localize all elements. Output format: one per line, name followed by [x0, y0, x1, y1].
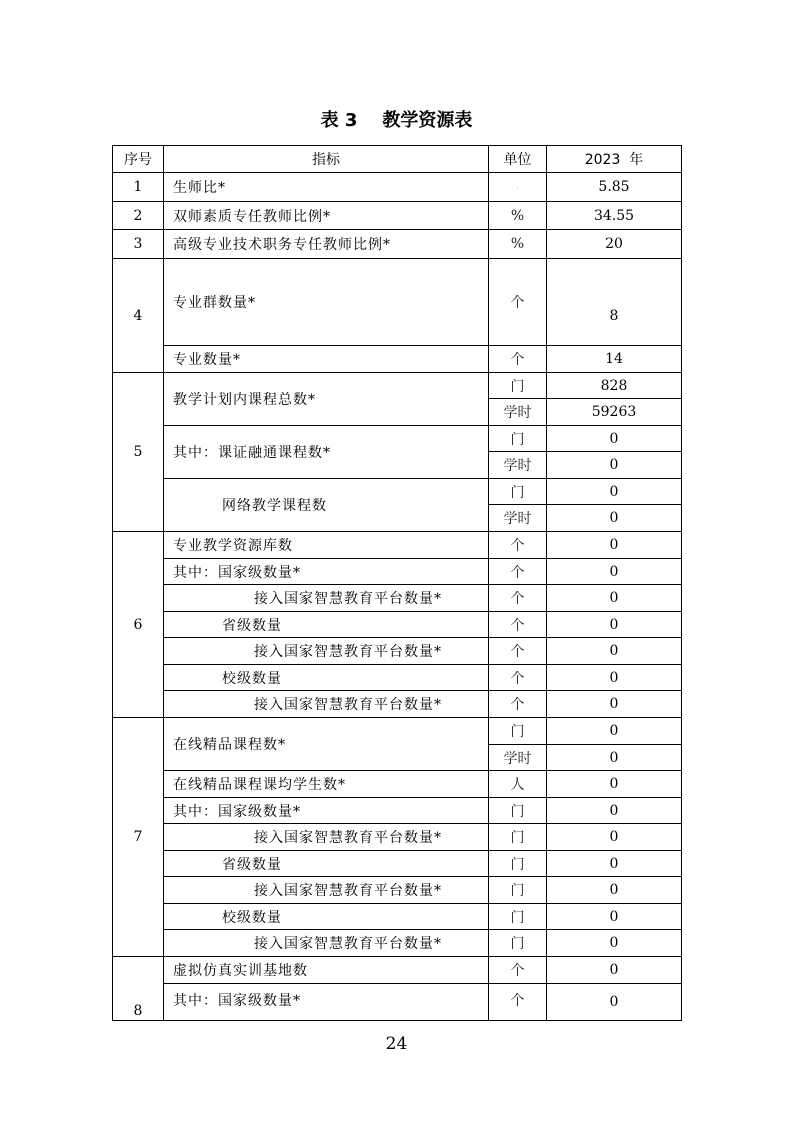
value-cell: 0 — [547, 745, 682, 771]
value-cell: 828 — [547, 373, 682, 399]
unit-cell: 个 — [489, 585, 547, 612]
value-cell: 0 — [547, 798, 682, 824]
table-row — [113, 771, 682, 798]
unit-cell: 门 — [489, 824, 547, 851]
header-unit: 单位 — [489, 146, 547, 173]
value-cell: 0 — [547, 957, 682, 984]
unit-cell: 个 — [489, 559, 547, 585]
value-cell: 20 — [547, 230, 682, 259]
unit-cell: 个 — [489, 957, 547, 984]
unit-cell: 门 — [489, 798, 547, 824]
value-cell: 0 — [547, 665, 682, 691]
unit-cell: 门 — [489, 930, 547, 957]
indicator-cell: 网络教学课程数 — [164, 479, 489, 532]
indicator-cell: 接入国家智慧教育平台数量* — [164, 638, 489, 665]
unit-cell: 门 — [489, 718, 547, 745]
value-cell: 34.55 — [547, 202, 682, 230]
indicator-cell: 专业群数量* — [164, 259, 489, 346]
table-row — [113, 718, 682, 745]
table-row — [113, 532, 682, 559]
value-cell: 0 — [547, 771, 682, 798]
value-cell: 0 — [547, 505, 682, 532]
unit-cell: 门 — [489, 373, 547, 399]
header-seq: 序号 — [113, 146, 164, 173]
value-cell: 0 — [547, 824, 682, 851]
unit-cell: 门 — [489, 877, 547, 904]
table-row — [113, 930, 682, 957]
unit-cell: 个 — [489, 259, 547, 346]
indicator-cell: 其中：国家级数量* — [164, 559, 489, 585]
unit-mark: · — [516, 186, 519, 193]
indicator-cell: 高级专业技术职务专任教师比例* — [164, 230, 489, 259]
page-number: 24 — [385, 1034, 408, 1054]
indicator-cell: 接入国家智慧教育平台数量* — [164, 877, 489, 904]
value-cell: 0 — [547, 930, 682, 957]
unit-cell — [489, 173, 547, 202]
value-cell: 59263 — [547, 399, 682, 426]
table-row — [113, 585, 682, 612]
seq-label: 8 — [133, 1003, 143, 1019]
value-cell: 8 — [547, 259, 682, 346]
value-cell: 0 — [547, 904, 682, 930]
indicator-cell: 其中：课证融通课程数* — [164, 426, 489, 479]
table-row — [113, 426, 682, 452]
unit-cell: 人 — [489, 771, 547, 798]
seq-cell: 2 — [113, 202, 164, 230]
indicator-cell: 接入国家智慧教育平台数量* — [164, 824, 489, 851]
unit-cell: 门 — [489, 904, 547, 930]
teaching-resources-table — [112, 145, 682, 1021]
value-cell: 0 — [547, 691, 682, 718]
table-row — [113, 984, 682, 1021]
table-row — [113, 957, 682, 984]
unit-cell: 门 — [489, 426, 547, 452]
header-year: 2023 年 — [547, 146, 682, 173]
value-cell: 0 — [547, 851, 682, 877]
unit-cell: 个 — [489, 612, 547, 638]
unit-cell: 个 — [489, 638, 547, 665]
indicator-cell: 专业数量* — [164, 346, 489, 373]
table-row — [113, 202, 682, 230]
seq-cell: 4 — [113, 259, 164, 373]
unit-cell: 个 — [489, 532, 547, 559]
table-row — [113, 824, 682, 851]
value-cell: 0 — [547, 612, 682, 638]
value-cell: 0 — [547, 984, 682, 1021]
indicator-cell: 省级数量 — [164, 612, 489, 638]
unit-cell: 门 — [489, 479, 547, 505]
indicator-cell: 生师比* — [164, 173, 489, 202]
unit-cell: 学时 — [489, 399, 547, 426]
indicator-cell: 双师素质专任教师比例* — [164, 202, 489, 230]
seq-cell: 1 — [113, 173, 164, 202]
indicator-cell: 校级数量 — [164, 665, 489, 691]
table-row — [113, 798, 682, 824]
table-row — [113, 904, 682, 930]
seq-cell: 3 — [113, 230, 164, 259]
indicator-cell: 校级数量 — [164, 904, 489, 930]
value-cell: 0 — [547, 877, 682, 904]
unit-cell: 学时 — [489, 505, 547, 532]
table-row — [113, 346, 682, 373]
value-cell: 14 — [547, 346, 682, 373]
indicator-cell: 在线精品课程数* — [164, 718, 489, 771]
indicator-cell: 专业教学资源库数 — [164, 532, 489, 559]
seq-cell: 5 — [113, 373, 164, 532]
table-row — [113, 612, 682, 638]
unit-cell: % — [489, 230, 547, 259]
table-row — [113, 665, 682, 691]
value-cell: 0 — [547, 638, 682, 665]
unit-cell: 个 — [489, 691, 547, 718]
seq-cell: 6 — [113, 532, 164, 718]
value-cell: 0 — [547, 559, 682, 585]
table-row — [113, 691, 682, 718]
table-row — [113, 638, 682, 665]
value-cell: 0 — [547, 718, 682, 745]
table-header-row — [113, 146, 682, 173]
unit-cell: 个 — [489, 665, 547, 691]
table-row — [113, 259, 682, 346]
value-cell: 0 — [547, 452, 682, 479]
table-row — [113, 877, 682, 904]
indicator-cell: 接入国家智慧教育平台数量* — [164, 585, 489, 612]
indicator-cell: 虚拟仿真实训基地数 — [164, 957, 489, 984]
indicator-cell: 接入国家智慧教育平台数量* — [164, 930, 489, 957]
unit-cell: 个 — [489, 984, 547, 1021]
table-row — [113, 173, 682, 202]
indicator-cell: 在线精品课程课均学生数* — [164, 771, 489, 798]
table-row — [113, 851, 682, 877]
table-title: 表 3 教学资源表 — [320, 110, 473, 131]
indicator-cell: 其中：国家级数量* — [164, 798, 489, 824]
indicator-cell: 省级数量 — [164, 851, 489, 877]
seq-cell — [113, 957, 164, 1021]
table-row — [113, 373, 682, 399]
value-cell: 0 — [547, 585, 682, 612]
value-cell: 5.85 — [547, 173, 682, 202]
unit-cell: 个 — [489, 346, 547, 373]
indicator-cell: 其中：国家级数量* — [164, 984, 489, 1021]
table-row — [113, 559, 682, 585]
value-cell: 0 — [547, 532, 682, 559]
unit-cell: 门 — [489, 851, 547, 877]
value-cell: 0 — [547, 426, 682, 452]
unit-cell: 学时 — [489, 452, 547, 479]
header-indicator: 指标 — [164, 146, 489, 173]
unit-cell: 学时 — [489, 745, 547, 771]
unit-cell: % — [489, 202, 547, 230]
table-row — [113, 230, 682, 259]
indicator-cell: 接入国家智慧教育平台数量* — [164, 691, 489, 718]
indicator-cell: 教学计划内课程总数* — [164, 373, 489, 426]
seq-cell: 7 — [113, 718, 164, 957]
value-cell: 0 — [547, 479, 682, 505]
table-row — [113, 479, 682, 505]
